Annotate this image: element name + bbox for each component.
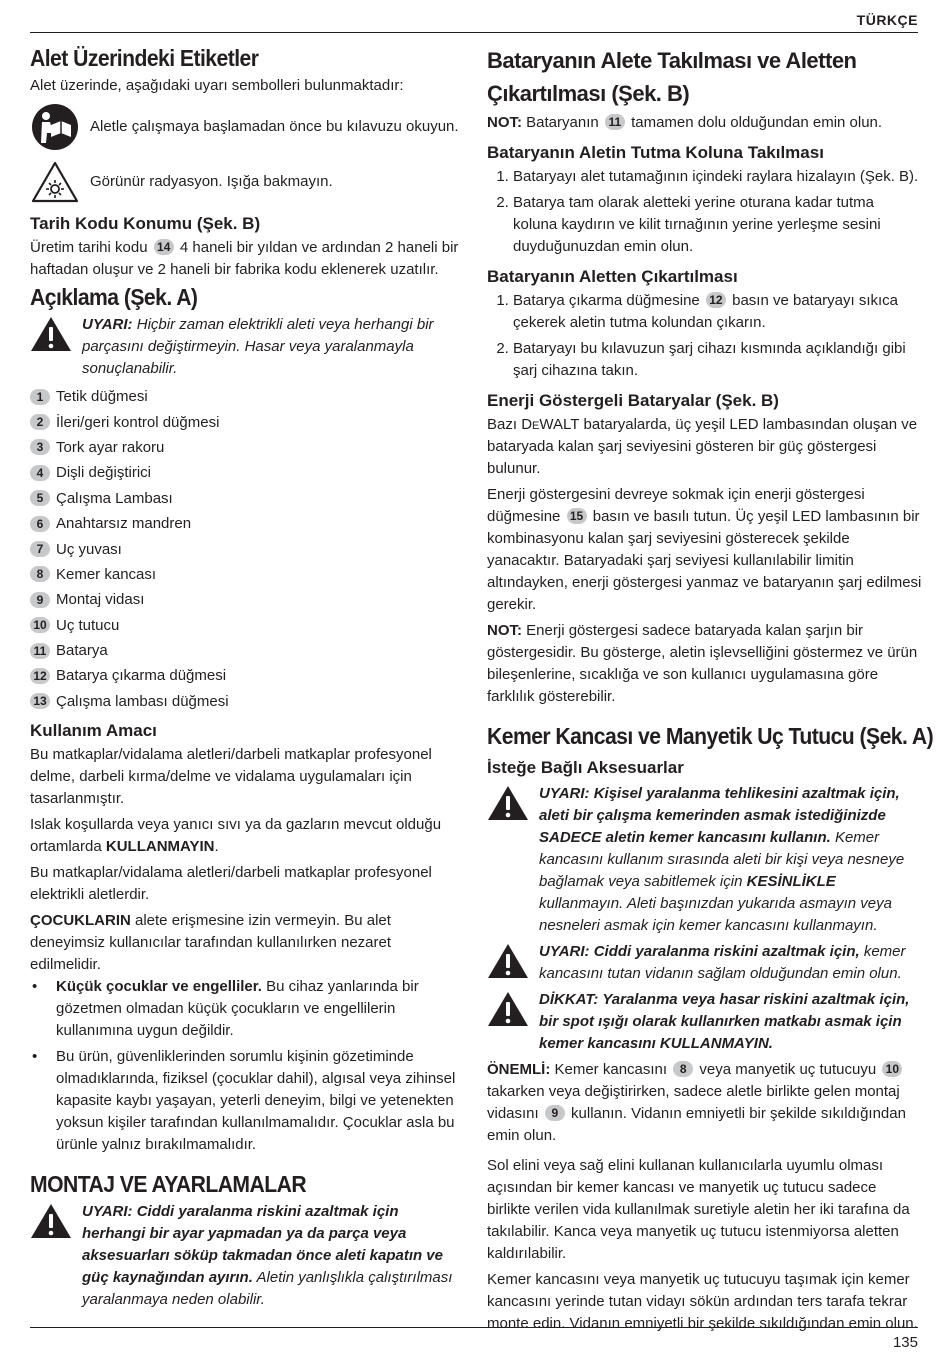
callout-badge: 8 (30, 566, 50, 582)
labels-title: Alet Üzerindeki Etiketler (30, 45, 259, 71)
part-item (30, 562, 462, 587)
assembly-warning: UYARI: Ciddi yaralanma riskini azaltmak için herhangi bir ayar yapmadan ya da parça veya aksesuarları söküp takmadan önce aleti kapatın ve güç kaynağından ayırın. Aletin yanlışlıkla çalıştırılması yaralanmaya neden olabilir. (30, 1201, 462, 1311)
assembly-title: MONTAJ VE AYARLAMALAR (30, 1171, 307, 1198)
part-label: Batarya (56, 642, 108, 660)
labels-intro: Alet üzerinde, aşağıdaki uyarı sembolleri bulunmaktadır: (30, 77, 404, 94)
intended-use-title: Kullanım Amacı (30, 721, 157, 741)
warning-icon (30, 316, 72, 352)
right-column (487, 44, 934, 1335)
part-label: İleri/geri kontrol düğmesi (56, 413, 220, 431)
callout-badge: 9 (545, 1105, 565, 1121)
remove-steps (487, 290, 922, 382)
install-title: Bataryanın Aletin Tutma Koluna Takılması (487, 143, 824, 162)
part-item (30, 536, 462, 561)
part-label: Çalışma lambası düğmesi (56, 692, 229, 710)
belt-hook-caution: DİKKAT: Yaralanma veya hasar riskini azaltmak için, bir spot ışığı olarak kullanırken matkabı asmak için kemer kancasını KULLANMAYIN. (487, 989, 922, 1055)
callout-badge: 12 (30, 668, 50, 684)
parts-list (30, 384, 462, 714)
symbol-text-radiation: Görünür radyasyon. Işığa bakmayın. (90, 173, 333, 190)
part-item (30, 689, 462, 714)
callout-badge: 6 (30, 516, 50, 532)
remove-step: 2. Bataryayı bu kılavuzun şarj cihazı kısmında açıklandığı gibi şarj cihazına takın. (513, 338, 922, 382)
callout-badge: 11 (605, 114, 625, 130)
battery-note: NOT: Bataryanın 11 tamamen dolu olduğundan emin olun. (487, 114, 883, 131)
callout-badge: 11 (30, 643, 50, 659)
warning-icon (487, 943, 529, 979)
callout-badge: 1 (30, 389, 50, 405)
callout-badge: 10 (882, 1061, 902, 1077)
date-code-title: Tarih Kodu Konumu (Şek. B) (30, 214, 261, 233)
callout-badge: 10 (30, 617, 50, 633)
callout-badge: 12 (706, 292, 726, 308)
callout-badge: 3 (30, 439, 50, 455)
header-rule (30, 32, 918, 33)
part-label: Uç tutucu (56, 616, 120, 634)
callout-badge: 5 (30, 490, 50, 506)
read-manual-icon (31, 103, 79, 151)
belt-hook-title: Kemer Kancası ve Manyetik Uç Tutucu (Şek. A) (487, 723, 934, 749)
important-note: ÖNEMLİ: Kemer kancasını 8 veya manyetik uç tutucuyu 10 takarken veya değiştirirken, sadece aletle birlikte gelen montaj vidasını 9 kullanın. Vidanın emniyetli bir şekilde sıkıldığından emin olun. (487, 1061, 906, 1144)
part-label: Montaj vidası (56, 591, 145, 609)
symbol-row-radiation (30, 161, 462, 203)
date-code-text: Üretim tarihi kodu 14 4 haneli bir yıldan ve ardından 2 haneli bir haftadan oluşur ve 2 haneli bir fabrika kodu eklenerek uzatılır. (30, 239, 459, 278)
part-item (30, 638, 462, 663)
install-step: 1. Bataryayı alet tutamağının içindeki raylara hizalayın (Şek. B). (513, 166, 922, 188)
intended-use-p4: ÇOCUKLARIN alete erişmesine izin vermeyin. Bu alet deneyimsiz kullanıcılar tarafından kullanılırken nezaret edilmelidir. (30, 912, 392, 974)
belt-hook-warning-2: UYARI: Ciddi yaralanma riskini azaltmak için, kemer kancasını tutan vidanın sağlam olduğundan emin olun. (487, 941, 922, 985)
language-header: TÜRKÇE (856, 12, 918, 28)
part-label: Tork ayar rakoru (56, 438, 165, 456)
part-item (30, 435, 462, 460)
footer-rule (30, 1327, 918, 1328)
remove-title: Bataryanın Aletten Çıkartılması (487, 267, 738, 286)
symbol-row-manual (30, 103, 462, 151)
part-item (30, 486, 462, 511)
description-title: Açıklama (Şek. A) (30, 284, 198, 310)
description-warning: UYARI: Hiçbir zaman elektrikli aleti veya herhangi bir parçasını değiştirmeyin. Hasar veya yaralanmayla sonuçlanabilir. (30, 314, 462, 380)
fuel-gauge-p1: Bazı DeWALT bataryalarda, üç yeşil LED lambasından oluşan ve bataryada kalan şarj seviyesini gösteren bir güç göstergesi bulunur. (487, 416, 918, 477)
warning-icon (487, 785, 529, 821)
part-label: Batarya çıkarma düğmesi (56, 667, 227, 685)
callout-badge: 7 (30, 541, 50, 557)
visible-radiation-icon (31, 161, 79, 203)
callout-badge: 14 (154, 239, 174, 255)
belt-hook-p2: Kemer kancasını veya manyetik uç tutucuyu taşımak için kemer kancasını yerinde tutan vidayı sökün ardından ters tarafa tekrar monte edin. Vidanın emniyetli bir şekilde sıkıldığından emin olun. (487, 1271, 918, 1332)
part-item (30, 613, 462, 638)
install-steps (487, 166, 922, 258)
part-label: Uç yuvası (56, 540, 122, 558)
left-column (30, 44, 462, 1311)
part-item (30, 460, 462, 485)
part-item (30, 409, 462, 434)
part-item (30, 587, 462, 612)
bullet-item: • Bu ürün, güvenliklerinden sorumlu kişinin gözetiminde olmadıklarında, fiziksel (çocuklar dahil), algısal veya zihinsel kapasite kaybı yaşayan, yeterli deneyim, bilgi ve yetenekten yoksun kişiler tarafından kullanılmamalıdır. Çocuklar asla bu ürünle yalnız bırakılmamalıdır. (56, 1046, 462, 1156)
optional-accessories-title: İsteğe Bağlı Aksesuarlar (487, 758, 684, 777)
children-bullets (30, 976, 462, 1156)
part-item (30, 663, 462, 688)
part-label: Çalışma Lambası (56, 489, 173, 507)
brand-name: DeWALT (521, 416, 580, 433)
warning-icon (30, 1203, 72, 1239)
belt-hook-p1: Sol elini veya sağ elini kullanan kullanıcılarla uyumlu olması açısından bir kemer kancası ve manyetik uç tutucu sadece birlikte verilen vida kullanılmak suretiyle aletin her iki tarafına da takılabilir. Kanca veya manyetik uç tutucu istenmiyorsa aletten kaldırılabilir. (487, 1157, 910, 1262)
fuel-gauge-p2: Enerji göstergesini devreye sokmak için enerji göstergesi düğmesine 15 basın ve basılı tutun. Üç yeşil LED lambasının bir kombinasyonu kalan şarj seviyesini gösterecek şekilde yanacaktır. Bataryadaki şarj seviyesi kullanılabilir limitin altındayken, enerji göstergesi yanmaz ve bataryanın şarj edilmesi gerekir. (487, 486, 922, 613)
battery-title: Bataryanın Alete Takılması ve Aletten Çıkartılması (Şek. B) (487, 48, 857, 106)
bullet-item: • Küçük çocuklar ve engelliler. Bu cihaz yanlarında bir gözetmen olmadan küçük çocukların ve engellilerin kullanımına uygun değildir. (56, 976, 462, 1042)
fuel-gauge-note: NOT: Enerji göstergesi sadece bataryada kalan şarjın bir göstergesidir. Bu gösterge, aletin işlevselliğini göstermez ve ürün bileşenlerine, sıcaklığa ve son kullanıcı uygulamasına göre farklılık gösterebilir. (487, 622, 918, 705)
fuel-gauge-title: Enerji Göstergeli Bataryalar (Şek. B) (487, 391, 779, 410)
part-label: Kemer kancası (56, 565, 157, 583)
part-label: Tetik düğmesi (56, 388, 148, 406)
caution-icon (487, 991, 529, 1027)
belt-hook-warning-1: UYARI: Kişisel yaralanma tehlikesini azaltmak için, aleti bir çalışma kemerinden asmak istediğinizde SADECE aletin kemer kancasını kullanın. Kemer kancasını kullanım sırasında aleti bir kişi veya nesneye bağlamak veya sabitlemek için KESİNLİKLE kullanmayın. Aleti başınızdan yukarıda asmayın veya nesneleri asmak için kemer kancasını kullanmayın. (487, 783, 922, 937)
remove-step: 1. Batarya çıkarma düğmesine 12 basın ve bataryayı sıkıca çekerek aletin tutma kolundan çıkarın. (513, 290, 922, 334)
install-step: 2. Batarya tam olarak aletteki yerine oturana kadar tutma koluna kaydırın ve kilit tırnağının yerine yerleşme sesini duyduğunuzdan emin olun. (513, 192, 922, 258)
intended-use-p1: Bu matkaplar/vidalama aletleri/darbeli matkaplar profesyonel delme, darbeli kırma/delme ve vidalama uygulamaları için tasarlanmıştır. (30, 746, 432, 808)
part-label: Anahtarsız mandren (56, 515, 192, 533)
callout-badge: 13 (30, 693, 50, 709)
intended-use-p3: Bu matkaplar/vidalama aletleri/darbeli matkaplar profesyonel elektrikli aletlerdir. (30, 864, 432, 904)
callout-badge: 2 (30, 414, 50, 430)
part-label: Dişli değiştirici (56, 464, 152, 482)
callout-badge: 9 (30, 592, 50, 608)
callout-badge: 15 (567, 508, 587, 524)
intended-use-p2: Islak koşullarda veya yanıcı sıvı ya da gazların mevcut olduğu ortamlarda KULLANMAYIN. (30, 816, 442, 856)
part-item (30, 384, 462, 409)
symbol-text-manual: Aletle çalışmaya başlamadan önce bu kılavuzu okuyun. (90, 118, 459, 135)
callout-badge: 8 (673, 1061, 693, 1077)
callout-badge: 4 (30, 465, 50, 481)
page-number: 135 (892, 1334, 918, 1351)
part-item (30, 511, 462, 536)
